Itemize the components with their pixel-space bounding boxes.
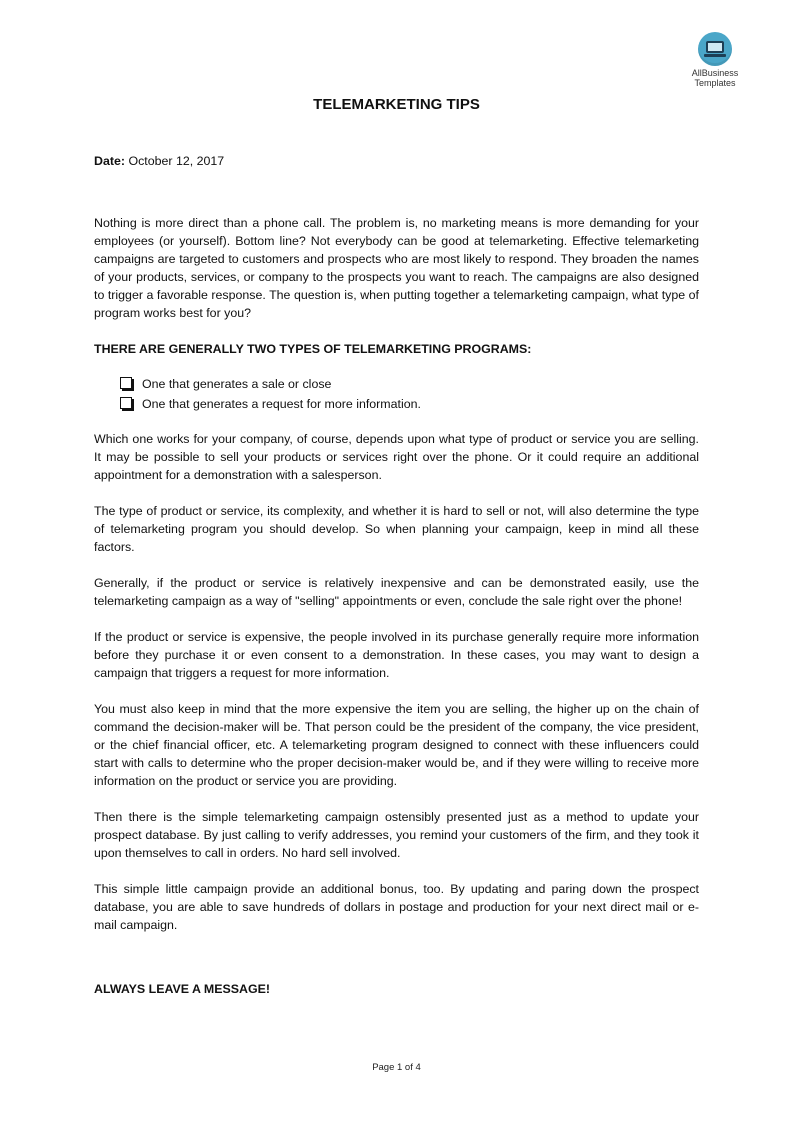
body-paragraph: This simple little campaign provide an additional bonus, too. By updating and paring down the prospect database, you are able to save hundreds of dollars in postage and production for your next direct mail or e-mail campaign. (94, 882, 699, 932)
intro-paragraph: Nothing is more direct than a phone call. The problem is, no marketing means is more demanding for your employees (or yourself). Bottom line? Not everybody can be good at telemarketing. Effective telemarketing campaigns are targeted to customers and prospects who are most likely to respond. They broaden the names of your products, services, or company to the prospects you want to reach. The campaigns are also designed to trigger a favorable response. The question is, when putting together a telemarketing campaign, what type of program works best for you? (94, 216, 699, 320)
list-item (120, 394, 699, 414)
checkbox-icon (120, 397, 132, 409)
body-paragraph: If the product or service is expensive, the people involved in its purchase generally require more information before they purchase it or even consent to a demonstration. In these cases, you may want to design a campaign that triggers a request for more information. (94, 630, 699, 680)
logo-text: AllBusiness Templates (691, 68, 739, 88)
page-number: Page 1 of 4 (372, 1062, 421, 1073)
body-paragraph: Which one works for your company, of course, depends upon what type of product or service you are selling. It may be possible to sell your products or services right over the phone. Or it could require an additional appointment for a demonstration with a salesperson. (94, 432, 699, 482)
laptop-icon (698, 32, 732, 66)
body-paragraph: Then there is the simple telemarketing campaign ostensibly presented just as a method to update your prospect database. By just calling to verify addresses, you remind your customers of the firm, and they took it upon themselves to call in orders. No hard sell involved. (94, 810, 699, 860)
body-paragraph: Generally, if the product or service is relatively inexpensive and can be demonstrated easily, use the telemarketing campaign as a way of "selling" appointments or even, conclude the sale right over the phone! (94, 576, 699, 608)
list-item (120, 374, 699, 394)
list-item-label: One that generates a sale or close (142, 377, 332, 391)
date-value: October 12, 2017 (128, 154, 225, 168)
body-paragraph: You must also keep in mind that the more expensive the item you are selling, the higher up on the chain of command the decision-maker will be. That person could be the president of the company, the vice president, or the chief financial officer, etc. A telemarketing program designed to connect with these influencers could start with calls to determine who the proper decision-maker would be, and if they were willing to receive more information on the product or service you are providing. (94, 702, 699, 788)
section-spacer (94, 952, 699, 980)
body-paragraph: The type of product or service, its complexity, and whether it is hard to sell or not, will also determine the type of telemarketing program you should develop. So when planning your campaign, keep in mind all these factors. (94, 504, 699, 554)
types-checklist (94, 374, 699, 414)
closing-heading: ALWAYS LEAVE A MESSAGE! (94, 982, 271, 996)
checkbox-icon (120, 377, 132, 389)
document-title: TELEMARKETING TIPS (313, 96, 480, 113)
document-body (94, 152, 699, 1014)
date-label: Date: (94, 154, 125, 168)
types-heading: THERE ARE GENERALLY TWO TYPES OF TELEMARKETING PROGRAMS: (94, 342, 532, 356)
list-item-label: One that generates a request for more information. (142, 397, 421, 411)
company-logo (686, 32, 744, 88)
date-line (94, 152, 699, 170)
